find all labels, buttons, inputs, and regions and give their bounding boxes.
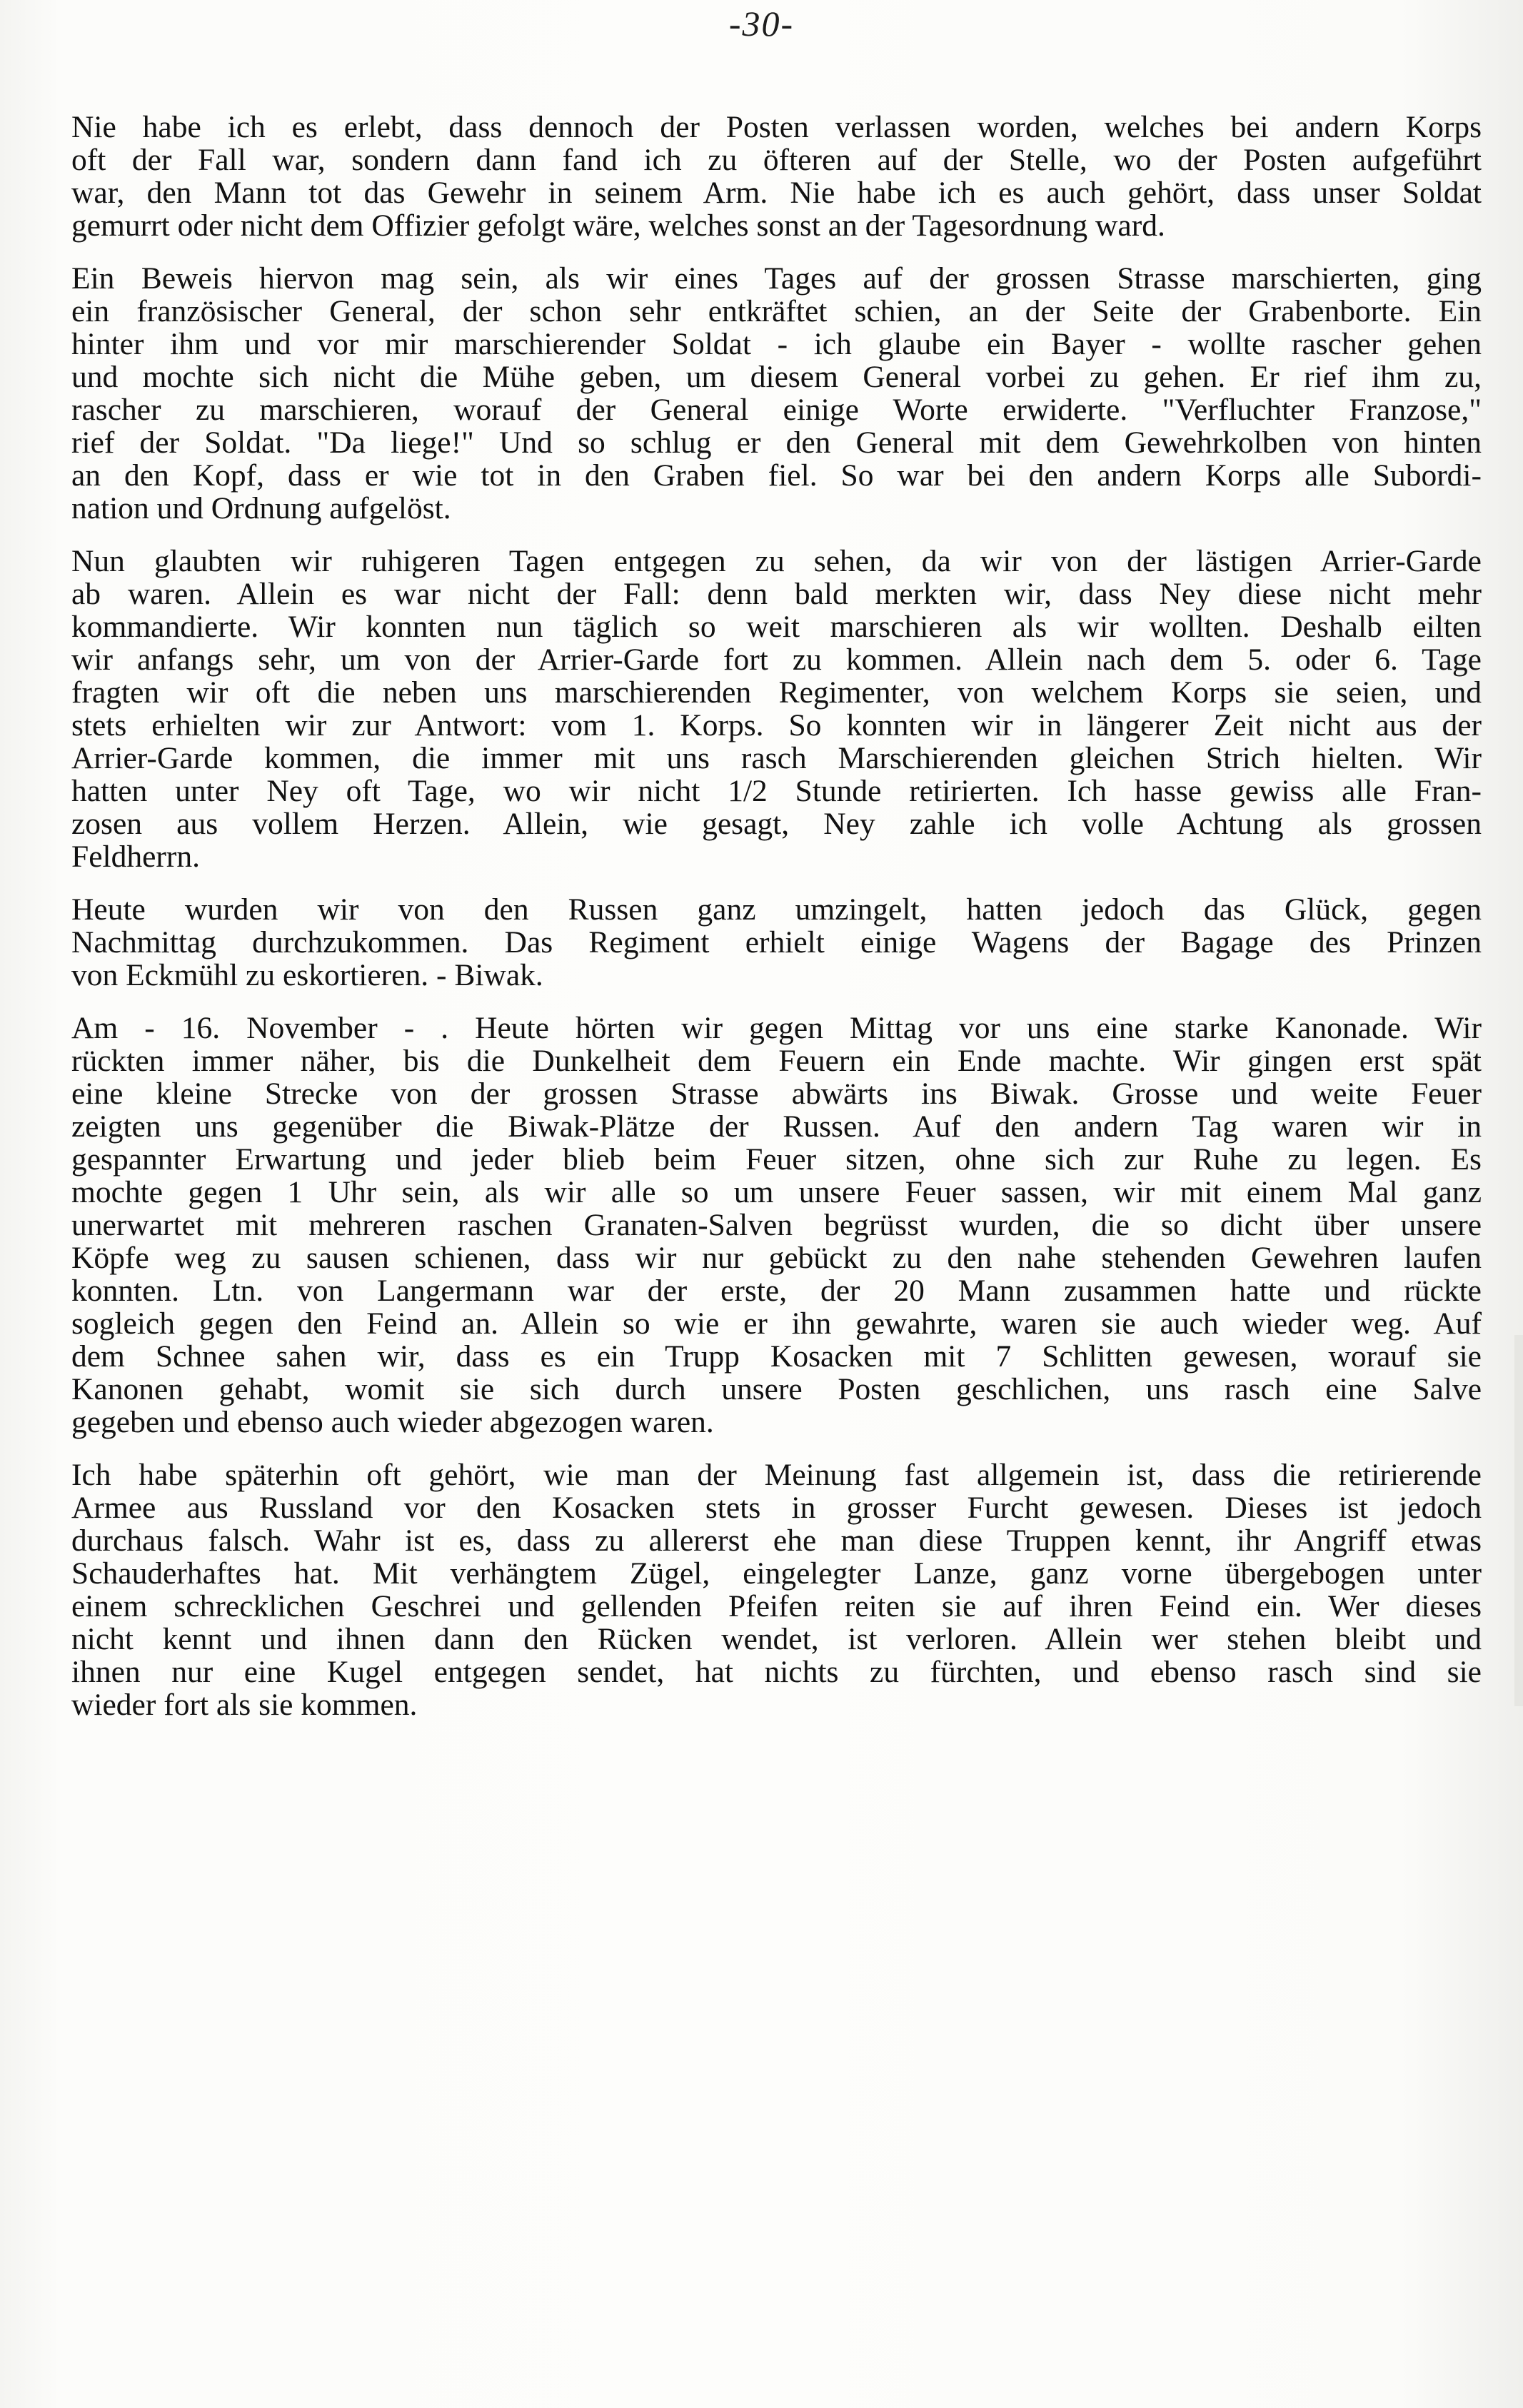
text-line: sogleich gegen den Feind an. Allein so wie er ihn gewahrte, waren sie auch wieder weg. Auf: [71, 1306, 1482, 1341]
text-line: ihnen nur eine Kugel entgegen sendet, hat nichts zu fürchten, und ebenso rasch sind sie: [71, 1655, 1482, 1689]
text-line: dem Schnee sahen wir, dass es ein Trupp Kosacken mit 7 Schlitten gewesen, worauf sie: [71, 1339, 1482, 1374]
text-line: rascher zu marschieren, worauf der General einige Worte erwiderte. "Verfluchter Franzose,": [71, 393, 1482, 427]
text-line: gegeben und ebenso auch wieder abgezogen waren.: [71, 1405, 714, 1439]
text-line: zosen aus vollem Herzen. Allein, wie gesagt, Ney zahle ich volle Achtung als grossen: [71, 807, 1482, 841]
text-line: gemurrt oder nicht dem Offizier gefolgt wäre, welches sonst an der Tagesordnung ward.: [71, 208, 1165, 243]
page-number: -30-: [728, 4, 795, 44]
paragraph-posten: [71, 111, 1482, 242]
text-line: Kanonen gehabt, womit sie sich durch unsere Posten geschlichen, uns rasch eine Salve: [71, 1372, 1482, 1406]
paragraph-arrier-garde: [71, 545, 1482, 873]
text-line: ab waren. Allein es war nicht der Fall: denn bald merkten wir, dass Ney diese nicht mehr: [71, 577, 1482, 611]
text-line: stets erhielten wir zur Antwort: vom 1. Korps. So konnten wir in längerer Zeit nicht aus der: [71, 708, 1482, 742]
paragraph-16-november: [71, 1012, 1482, 1439]
text-line: Köpfe weg zu sausen schienen, dass wir nur gebückt zu den nahe stehenden Gewehren laufen: [71, 1241, 1482, 1275]
text-line: nicht kennt und ihnen dann den Rücken wendet, ist verloren. Allein wer stehen bleibt und: [71, 1622, 1482, 1656]
text-line: Am - 16. November - . Heute hörten wir gegen Mittag vor uns eine starke Kanonade. Wir: [71, 1011, 1482, 1045]
text-line: eine kleine Strecke von der grossen Strasse abwärts ins Biwak. Grosse und weite Feuer: [71, 1077, 1482, 1111]
text-line: rückten immer näher, bis die Dunkelheit dem Feuern ein Ende machte. Wir gingen erst spät: [71, 1044, 1482, 1078]
text-line: mochte gegen 1 Uhr sein, als wir alle so um unsere Feuer sassen, wir mit einem Mal ganz: [71, 1175, 1482, 1209]
text-line: Armee aus Russland vor den Kosacken stets in grosser Furcht gewesen. Dieses ist jedoch: [71, 1491, 1482, 1525]
text-line: oft der Fall war, sondern dann fand ich zu öfteren auf der Stelle, wo der Posten aufgeführt: [71, 143, 1482, 177]
text-line: Nun glaubten wir ruhigeren Tagen entgegen zu sehen, da wir von der lästigen Arrier-Garde: [71, 544, 1482, 578]
text-line: wieder fort als sie kommen.: [71, 1688, 418, 1722]
text-line: Heute wurden wir von den Russen ganz umzingelt, hatten jedoch das Glück, gegen: [71, 892, 1482, 927]
text-line: kommandierte. Wir konnten nun täglich so weit marschieren als wir wollten. Deshalb eilten: [71, 610, 1482, 644]
text-line: Ich habe späterhin oft gehört, wie man der Meinung fast allgemein ist, dass die retirierende: [71, 1458, 1482, 1492]
text-line: Ein Beweis hiervon mag sein, als wir eines Tages auf der grossen Strasse marschierten, ging: [71, 261, 1482, 296]
text-line: einem schrecklichen Geschrei und gellenden Pfeifen reiten sie auf ihren Feind ein. Wer dieses: [71, 1589, 1482, 1623]
text-line: durchaus falsch. Wahr ist es, dass zu allererst ehe man diese Truppen kennt, ihr Angriff etwas: [71, 1523, 1482, 1558]
text-line: Nie habe ich es erlebt, dass dennoch der Posten verlassen worden, welches bei andern Korps: [71, 110, 1482, 144]
text-line: Feldherrn.: [71, 840, 200, 874]
text-line: konnten. Ltn. von Langermann war der erste, der 20 Mann zusammen hatte und rückte: [71, 1274, 1482, 1308]
paragraph-general: [71, 262, 1482, 525]
text-line: nation und Ordnung aufgelöst.: [71, 491, 451, 525]
text-line: Schauderhaftes hat. Mit verhängtem Zügel, eingelegter Lanze, ganz vorne übergebogen unter: [71, 1556, 1482, 1591]
document-body: [71, 111, 1482, 1741]
text-line: Arrier-Garde kommen, die immer mit uns rasch Marschierenden gleichen Strich hielten. Wir: [71, 741, 1482, 775]
text-line: fragten wir oft die neben uns marschierenden Regimenter, von welchem Korps sie seien, und: [71, 675, 1482, 710]
text-line: von Eckmühl zu eskortieren. - Biwak.: [71, 958, 543, 992]
paragraph-kosacken: [71, 1459, 1482, 1721]
text-line: unerwartet mit mehreren raschen Granaten-Salven begrüsst wurden, die so dicht über unsere: [71, 1208, 1482, 1242]
text-line: und mochte sich nicht die Mühe geben, um diesem General vorbei zu gehen. Er rief ihm zu,: [71, 360, 1482, 394]
scan-edge-shadow: [1514, 1335, 1523, 1706]
text-line: Nachmittag durchzukommen. Das Regiment erhielt einige Wagens der Bagage des Prinzen: [71, 925, 1482, 959]
text-line: gespannter Erwartung und jeder blieb beim Feuer sitzen, ohne sich zur Ruhe zu legen. Es: [71, 1142, 1482, 1177]
text-line: wir anfangs sehr, um von der Arrier-Garde fort zu kommen. Allein nach dem 5. oder 6. Tage: [71, 643, 1482, 677]
text-line: hinter ihm und vor mir marschierender Soldat - ich glaube ein Bayer - wollte rascher gehen: [71, 327, 1482, 361]
paragraph-umzingelt: [71, 893, 1482, 992]
text-line: zeigten uns gegenüber die Biwak-Plätze der Russen. Auf den andern Tag waren wir in: [71, 1109, 1482, 1144]
text-line: rief der Soldat. "Da liege!" Und so schlug er den General mit dem Gewehrkolben von hinten: [71, 425, 1482, 460]
text-line: an den Kopf, dass er wie tot in den Graben fiel. So war bei den andern Korps alle Subordi-: [71, 458, 1482, 493]
text-line: war, den Mann tot das Gewehr in seinem Arm. Nie habe ich es auch gehört, dass unser Soldat: [71, 176, 1482, 210]
text-line: ein französischer General, der schon sehr entkräftet schien, an der Seite der Grabenborte. Ein: [71, 294, 1482, 328]
text-line: hatten unter Ney oft Tage, wo wir nicht 1/2 Stunde retirierten. Ich hasse gewiss alle Fran-: [71, 774, 1482, 808]
